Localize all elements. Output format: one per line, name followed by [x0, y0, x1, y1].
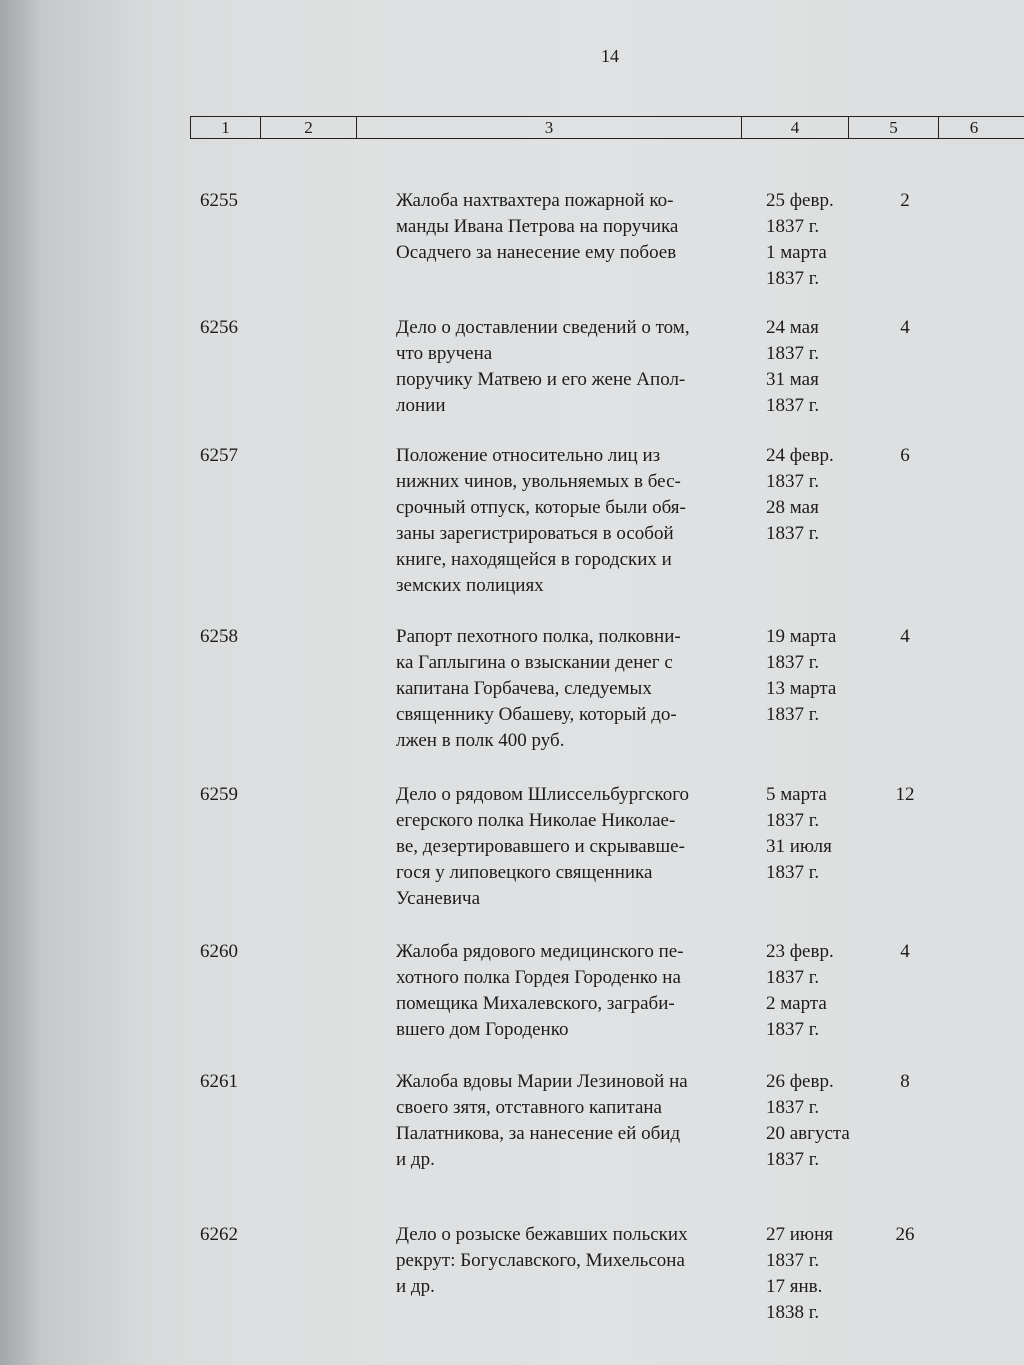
description-line: Положение относительно лиц из	[396, 445, 661, 466]
description-line: Усаневича	[396, 888, 480, 909]
description-line: священнику Обашеву, который до-	[396, 704, 677, 725]
record-dates	[766, 624, 876, 728]
date-line: 1837 г.	[766, 343, 820, 364]
date-line: 1837 г.	[766, 395, 820, 416]
description-line: Палатникова, за нанесение ей обид	[396, 1123, 681, 1144]
description-line: заны зарегистрироваться в особой	[396, 523, 674, 544]
description-line: лонии	[396, 395, 446, 416]
column-header-1: 1	[191, 117, 261, 138]
description-line: и др.	[396, 1276, 435, 1297]
description-line: Жалоба вдовы Марии Лезиновой на	[396, 1071, 688, 1092]
date-line: 19 марта	[766, 626, 837, 647]
record-description	[396, 1222, 766, 1300]
date-line: 20 августа	[766, 1123, 850, 1144]
description-line: Рапорт пехотного полка, полковни-	[396, 626, 681, 647]
record-dates	[766, 188, 876, 292]
record-number: 6258	[200, 626, 238, 647]
record-description	[396, 939, 766, 1043]
description-line: земских полициях	[396, 575, 544, 596]
date-line: 13 марта	[766, 678, 837, 699]
record-sheet-count: 12	[895, 784, 915, 805]
record-sheet-count: 26	[895, 1224, 915, 1245]
description-line: хотного полка Гордея Городенко на	[396, 967, 681, 988]
record-number: 6260	[200, 941, 238, 962]
description-line: ве, дезертировавшего и скрывавше-	[396, 836, 685, 857]
date-line: 27 июня	[766, 1224, 834, 1245]
date-line: 1837 г.	[766, 862, 820, 883]
record-dates	[766, 1069, 876, 1173]
description-line: гося у липовецкого священника	[396, 862, 653, 883]
date-line: 5 марта	[766, 784, 827, 805]
record-number: 6256	[200, 317, 238, 338]
date-line: 25 февр.	[766, 190, 834, 211]
record-sheet-count: 6	[900, 445, 910, 466]
description-line: манды Ивана Петрова на поручика	[396, 216, 679, 237]
column-header-strip	[190, 116, 1024, 139]
record-description	[396, 315, 766, 419]
date-line: 23 февр.	[766, 941, 834, 962]
date-line: 1837 г.	[766, 810, 820, 831]
date-line: 1838 г.	[766, 1302, 820, 1323]
date-line: 28 мая	[766, 497, 819, 518]
record-dates	[766, 782, 876, 886]
description-line: лжен в полк 400 руб.	[396, 730, 565, 751]
date-line: 24 мая	[766, 317, 819, 338]
description-line: егерского полка Николае Николае-	[396, 810, 676, 831]
description-line: Дело о рядовом Шлиссельбургского	[396, 784, 690, 805]
description-line: что вручена	[396, 343, 493, 364]
description-line: вшего дом Городенко	[396, 1019, 569, 1040]
record-sheet-count: 4	[900, 941, 910, 962]
date-line: 1837 г.	[766, 523, 820, 544]
column-header-6: 6	[969, 118, 979, 137]
binding-shadow	[0, 0, 40, 1365]
column-header-2: 2	[261, 117, 357, 138]
record-number: 6262	[200, 1224, 238, 1245]
record-sheet-count: 4	[900, 317, 910, 338]
date-line: 1837 г.	[766, 704, 820, 725]
record-number: 6257	[200, 445, 238, 466]
record-number: 6261	[200, 1071, 238, 1092]
record-dates	[766, 443, 876, 547]
record-sheet-count: 2	[900, 190, 910, 211]
record-dates	[766, 939, 876, 1043]
date-line: 1837 г.	[766, 1250, 820, 1271]
record-number: 6259	[200, 784, 238, 805]
record-dates	[766, 315, 876, 419]
date-line: 1837 г.	[766, 471, 820, 492]
date-line: 1837 г.	[766, 967, 820, 988]
description-line: рекрут: Богуславского, Михельсона	[396, 1250, 685, 1271]
date-line: 1837 г.	[766, 1097, 820, 1118]
description-line: своего зятя, отставного капитана	[396, 1097, 662, 1118]
record-dates	[766, 1222, 876, 1326]
date-line: 1 марта	[766, 242, 827, 263]
description-line: книге, находящейся в городских и	[396, 549, 672, 570]
date-line: 2 марта	[766, 993, 827, 1014]
description-line: Жалоба рядового медицинского пе-	[396, 941, 684, 962]
description-line: капитана Горбачева, следуемых	[396, 678, 652, 699]
record-number: 6255	[200, 190, 238, 211]
page-number: 14	[601, 46, 619, 66]
record-description	[396, 1069, 766, 1173]
description-line: Жалоба нахтвахтера пожарной ко-	[396, 190, 674, 211]
date-line: 1837 г.	[766, 1019, 820, 1040]
date-line: 1837 г.	[766, 652, 820, 673]
record-description	[396, 188, 766, 266]
description-line: Дело о доставлении сведений о том,	[396, 317, 690, 338]
record-description	[396, 624, 766, 754]
date-line: 1837 г.	[766, 1149, 820, 1170]
column-header-3: 3	[357, 117, 742, 138]
description-line: помещика Михалевского, заграби-	[396, 993, 675, 1014]
description-line: и др.	[396, 1149, 435, 1170]
date-line: 1837 г.	[766, 216, 820, 237]
date-line: 24 февр.	[766, 445, 834, 466]
record-sheet-count: 8	[900, 1071, 910, 1092]
record-description	[396, 443, 766, 599]
description-line: нижних чинов, увольняемых в бес-	[396, 471, 681, 492]
date-line: 1837 г.	[766, 268, 820, 289]
column-header-5: 5	[849, 117, 939, 138]
description-line: поручику Матвею и его жене Апол-	[396, 369, 686, 390]
description-line: Осадчего за нанесение ему побоев	[396, 242, 677, 263]
record-sheet-count: 4	[900, 626, 910, 647]
description-line: Дело о розыске бежавших польских	[396, 1224, 688, 1245]
date-line: 26 февр.	[766, 1071, 834, 1092]
date-line: 31 мая	[766, 369, 819, 390]
column-header-4: 4	[742, 117, 849, 138]
date-line: 31 июля	[766, 836, 832, 857]
record-description	[396, 782, 766, 912]
description-line: ка Гаплыгина о взыскании денег с	[396, 652, 673, 673]
description-line: срочный отпуск, которые были обя-	[396, 497, 686, 518]
date-line: 17 янв.	[766, 1276, 823, 1297]
